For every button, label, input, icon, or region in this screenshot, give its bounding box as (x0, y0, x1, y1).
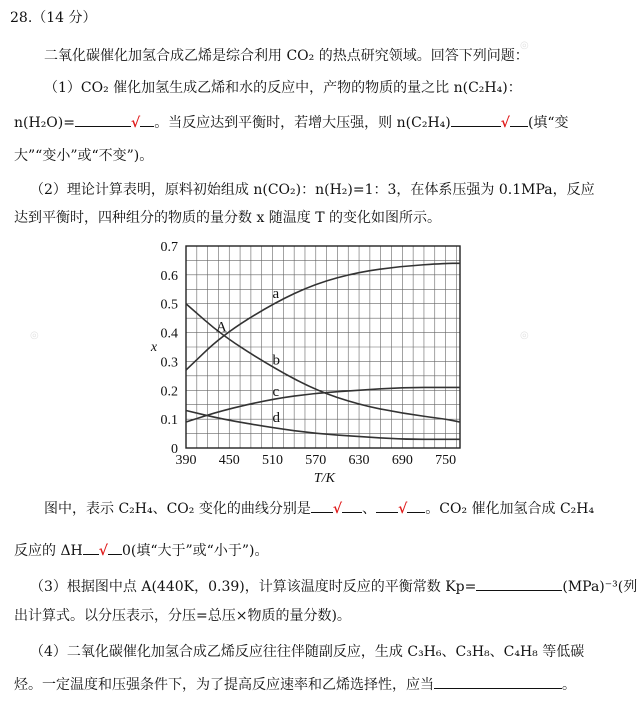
y-tick-label: 0.6 (160, 268, 178, 284)
answer-blank-3b[interactable] (342, 498, 362, 513)
watermark: ◎ (520, 40, 529, 51)
watermark: ◎ (30, 330, 39, 341)
answer-blank-2b[interactable] (510, 112, 528, 127)
y-tick-label: 0.1 (160, 413, 178, 429)
part1-line2-a: n(H₂O)= (14, 115, 75, 131)
part2-line3-c: 。CO₂ 催化加氢合成 C₂H₄ (425, 501, 595, 517)
y-tick-label: 0.7 (160, 240, 178, 255)
series-line-b (186, 304, 460, 422)
part1-line3: 大”“变小”或“不变”)。 (14, 148, 154, 164)
y-tick-label: 0.2 (160, 384, 178, 400)
part1-line2 (14, 112, 569, 133)
part2-line2: 达到平衡时，四种组分的物质的量分数 x 随温度 T 的变化如图所示。 (14, 210, 442, 226)
part2-line3 (44, 498, 594, 519)
answer-blank-6[interactable] (476, 576, 562, 591)
y-tick-label: 0.5 (160, 297, 178, 313)
part3-line1 (30, 576, 637, 597)
x-tick-label: 750 (435, 453, 457, 468)
check-mark: √ (98, 543, 108, 559)
chart-grid (186, 246, 460, 448)
part2-line4-a: 反应的 ΔH (14, 543, 83, 559)
check-mark: √ (500, 115, 510, 131)
answer-blank-5[interactable] (83, 540, 99, 555)
part4-line2 (14, 674, 576, 695)
y-tick-label: 0 (171, 442, 178, 457)
part1-line2-b: 。当反应达到平衡时，若增大压强，则 n(C₂H₄) (154, 115, 451, 131)
x-tick-label: 390 (175, 453, 197, 468)
part1-line1: （1）CO₂ 催化加氢生成乙烯和水的反应中，产物的物质的量之比 n(C₂H₄)： (44, 80, 522, 96)
question-number: 28.（14 分） (10, 10, 97, 26)
intro-text: 二氧化碳催化加氢合成乙烯是综合利用 CO₂ 的热点研究领域。回答下列问题： (44, 48, 529, 64)
answer-blank-7[interactable] (434, 674, 562, 689)
series-label-a: a (272, 285, 280, 302)
answer-blank-1[interactable] (75, 112, 131, 127)
part1-line2-c: (填“变 (527, 115, 569, 131)
watermark: ◎ (520, 330, 529, 341)
chart-series (186, 263, 460, 439)
x-tick-label: 510 (262, 453, 284, 468)
part4-line2-a: 烃。一定温度和压强条件下，为了提高反应速率和乙烯选择性，应当 (14, 677, 434, 693)
x-axis-label: T/K (313, 471, 335, 486)
part4-line1: （4）二氧化碳催化加氢合成乙烯反应往往伴随副反应，生成 C₃H₆、C₃H₈、C₄H₈ 等低碳 (30, 644, 585, 660)
y-axis-label: x (150, 340, 158, 355)
point-a-label: A (216, 319, 227, 336)
answer-blank-4[interactable] (376, 498, 398, 513)
part4-line2-end: 。 (562, 677, 576, 693)
equilibrium-chart (140, 238, 480, 490)
check-mark: √ (332, 501, 343, 517)
y-tick-label: 0.3 (160, 355, 178, 371)
y-tick-label: 0.4 (160, 326, 178, 342)
x-tick-label: 450 (218, 453, 240, 468)
answer-blank-5b[interactable] (108, 540, 122, 555)
part2-line4 (14, 540, 268, 561)
part2-line1: （2）理论计算表明，原料初始组成 n(CO₂)：n(H₂)=1：3，在体系压强为 0.1MPa，反应 (30, 182, 595, 198)
part3-line1-b: (MPa)⁻³(列 (562, 579, 637, 595)
answer-blank-1b[interactable] (140, 112, 154, 127)
x-tick-label: 690 (391, 453, 413, 468)
series-label-b: b (272, 352, 281, 369)
part2-line4-b: 0(填“大于”或“小于”)。 (121, 543, 269, 559)
part2-line3-b: 、 (362, 501, 377, 517)
part2-line3-a: 图中，表示 C₂H₄、CO₂ 变化的曲线分别是 (44, 501, 311, 517)
answer-blank-2[interactable] (451, 112, 501, 127)
check-mark: √ (130, 115, 141, 131)
x-tick-label: 630 (348, 453, 370, 468)
series-line-a (186, 263, 460, 370)
series-label-c: c (272, 384, 280, 401)
x-tick-label: 570 (305, 453, 327, 468)
part3-line2: 出计算式。以分压表示，分压=总压×物质的量分数)。 (14, 608, 351, 624)
series-label-d: d (272, 410, 281, 427)
check-mark: √ (398, 501, 408, 517)
answer-blank-3[interactable] (311, 498, 333, 513)
answer-blank-4b[interactable] (407, 498, 425, 513)
part3-line1-a: （3）根据图中点 A(440K，0.39)，计算该温度时反应的平衡常数 Kp= (30, 579, 477, 595)
